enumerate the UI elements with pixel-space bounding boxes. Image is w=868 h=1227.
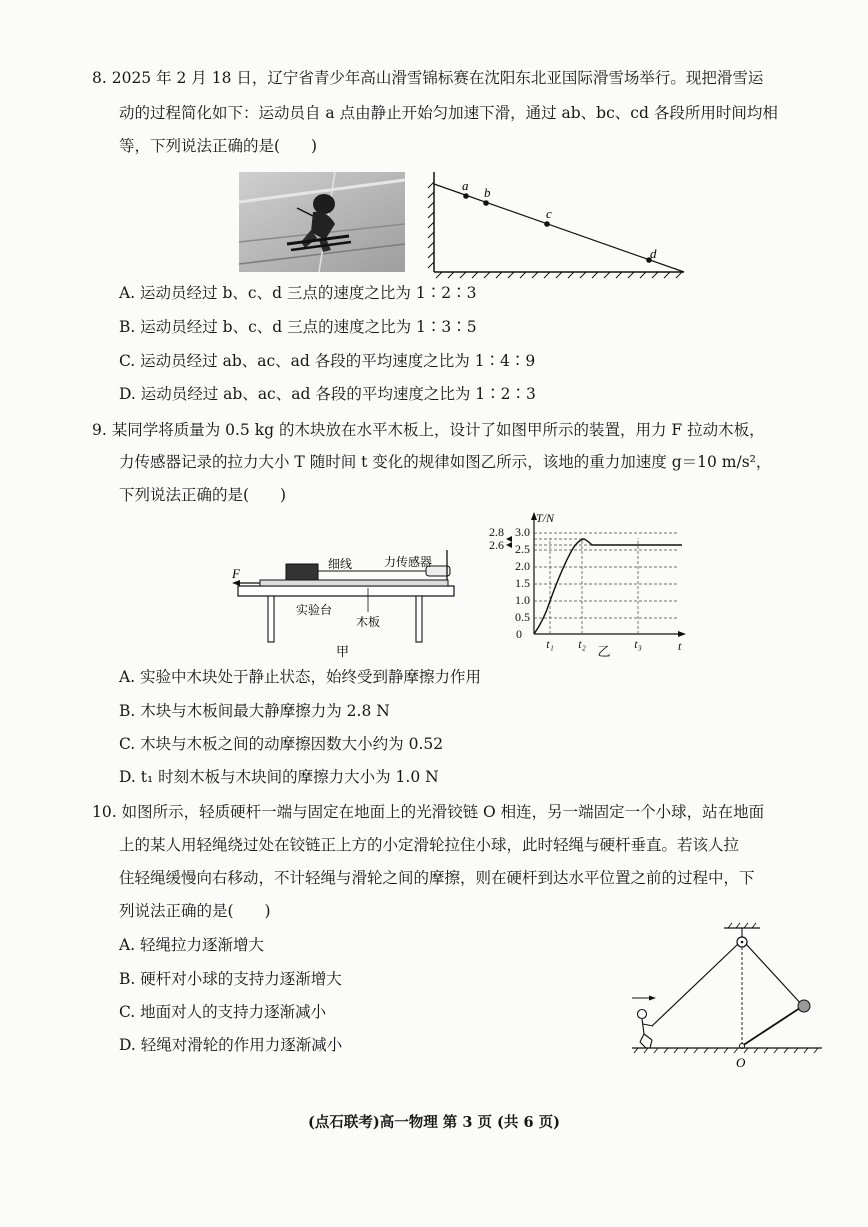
q8-option-a: A. 运动员经过 b、c、d 三点的速度之比为 1∶2∶3 — [119, 284, 477, 302]
q9-stem-line-1: 9. 某同学将质量为 0.5 kg 的木块放在水平木板上，设计了如图甲所示的装置，用力 F 拉动木板， — [92, 421, 765, 439]
q10-option-c: C. 地面对人的支持力逐渐减小 — [119, 1003, 327, 1021]
graph-caption: 乙 — [597, 644, 611, 658]
apparatus-diagram — [228, 540, 468, 660]
graph-xlabel: t — [678, 639, 682, 653]
q8-stem-line-3: 等，下列说法正确的是( ) — [119, 137, 318, 155]
q10-option-b: B. 硬杆对小球的支持力逐渐增大 — [119, 970, 342, 988]
ytick-0: 0 — [516, 627, 522, 641]
hinge-label: O — [736, 1055, 746, 1070]
mark-2.8: 2.8 — [489, 525, 504, 539]
q10-stem-line-2: 上的某人用轻绳绕过处在铰链正上方的小定滑轮拉住小球，此时轻绳与硬杆垂直。若该人拉 — [119, 836, 740, 854]
ytick-2.5: 2.5 — [515, 542, 530, 556]
xtick-t3: t₃ — [634, 637, 642, 651]
point-c — [544, 221, 550, 227]
label-c: c — [546, 206, 552, 221]
incline-diagram — [426, 168, 690, 280]
q8-stem-line-1: 8. 2025 年 2 月 18 日，辽宁省青少年高山滑雪锦标赛在沈阳东北亚国际滑雪场举行。现把滑雪运 — [92, 69, 764, 87]
string-label: 细线 — [328, 557, 353, 571]
q9-option-a: A. 实验中木块处于静止状态，始终受到静摩擦力作用 — [119, 668, 482, 686]
person-icon — [638, 1010, 654, 1049]
graph-ylabel: T/N — [536, 511, 555, 525]
mark-2.6: 2.6 — [489, 538, 504, 552]
force-label: F — [232, 566, 240, 581]
label-d: d — [650, 246, 657, 261]
pulley-rod-diagram — [628, 922, 828, 1070]
q10-stem-line-3: 住轻绳缓慢向右移动，不计轻绳与滑轮之间的摩擦，则在硬杆到达水平位置之前的过程中，下 — [119, 869, 755, 887]
q8-option-c: C. 运动员经过 ab、ac、ad 各段的平均速度之比为 1∶4∶9 — [119, 352, 536, 370]
q9-option-c: C. 木块与木板之间的动摩擦因数大小约为 0.52 — [119, 735, 444, 753]
ytick-2.0: 2.0 — [515, 559, 530, 573]
q9-option-d: D. t₁ 时刻木板与木块间的摩擦力大小为 1.0 N — [119, 768, 439, 786]
table-label: 实验台 — [296, 603, 333, 617]
q10-option-d: D. 轻绳对滑轮的作用力逐渐减小 — [119, 1036, 343, 1054]
apparatus-caption: 甲 — [336, 645, 350, 660]
q10-stem-line-1: 10. 如图所示，轻质硬杆一端与固定在地面上的光滑铰链 O 相连，另一端固定一个小球，站在地面 — [92, 803, 765, 821]
label-a: a — [462, 178, 469, 193]
ytick-0.5: 0.5 — [515, 610, 530, 624]
q10-stem-line-4: 列说法正确的是( ) — [119, 902, 271, 920]
skier-photo — [239, 172, 405, 272]
q8-option-d: D. 运动员经过 ab、ac、ad 各段的平均速度之比为 1∶2∶3 — [119, 385, 536, 403]
ytick-1.5: 1.5 — [515, 576, 530, 590]
xtick-t1: t₁ — [546, 637, 554, 651]
ytick-3.0: 3.0 — [515, 525, 530, 539]
q8-stem-line-2: 动的过程简化如下：运动员自 a 点由静止开始匀加速下滑，通过 ab、bc、cd 各段所用时间均相 — [119, 104, 778, 122]
ball-icon — [798, 1000, 810, 1012]
point-b — [483, 200, 489, 206]
page-footer: (点石联考)高一物理 第 3 页 (共 6 页) — [308, 1114, 560, 1131]
sensor-label: 力传感器 — [384, 555, 433, 569]
label-b: b — [484, 185, 491, 200]
point-a — [463, 193, 469, 199]
q8-option-b: B. 运动员经过 b、c、d 三点的速度之比为 1∶3∶5 — [119, 318, 477, 336]
ytick-1.0: 1.0 — [515, 593, 530, 607]
q10-option-a: A. 轻绳拉力逐渐增大 — [119, 936, 265, 954]
q9-stem-line-2: 力传感器记录的拉力大小 T 随时间 t 变化的规律如图乙所示，该地的重力加速度 g＝10 m/s²， — [119, 453, 772, 471]
force-time-graph — [482, 508, 692, 658]
q9-stem-line-3: 下列说法正确的是( ) — [119, 486, 287, 504]
q9-option-b: B. 木块与木板间最大静摩擦力为 2.8 N — [119, 702, 390, 720]
xtick-t2: t₂ — [578, 637, 586, 651]
board-label: 木板 — [356, 615, 381, 629]
